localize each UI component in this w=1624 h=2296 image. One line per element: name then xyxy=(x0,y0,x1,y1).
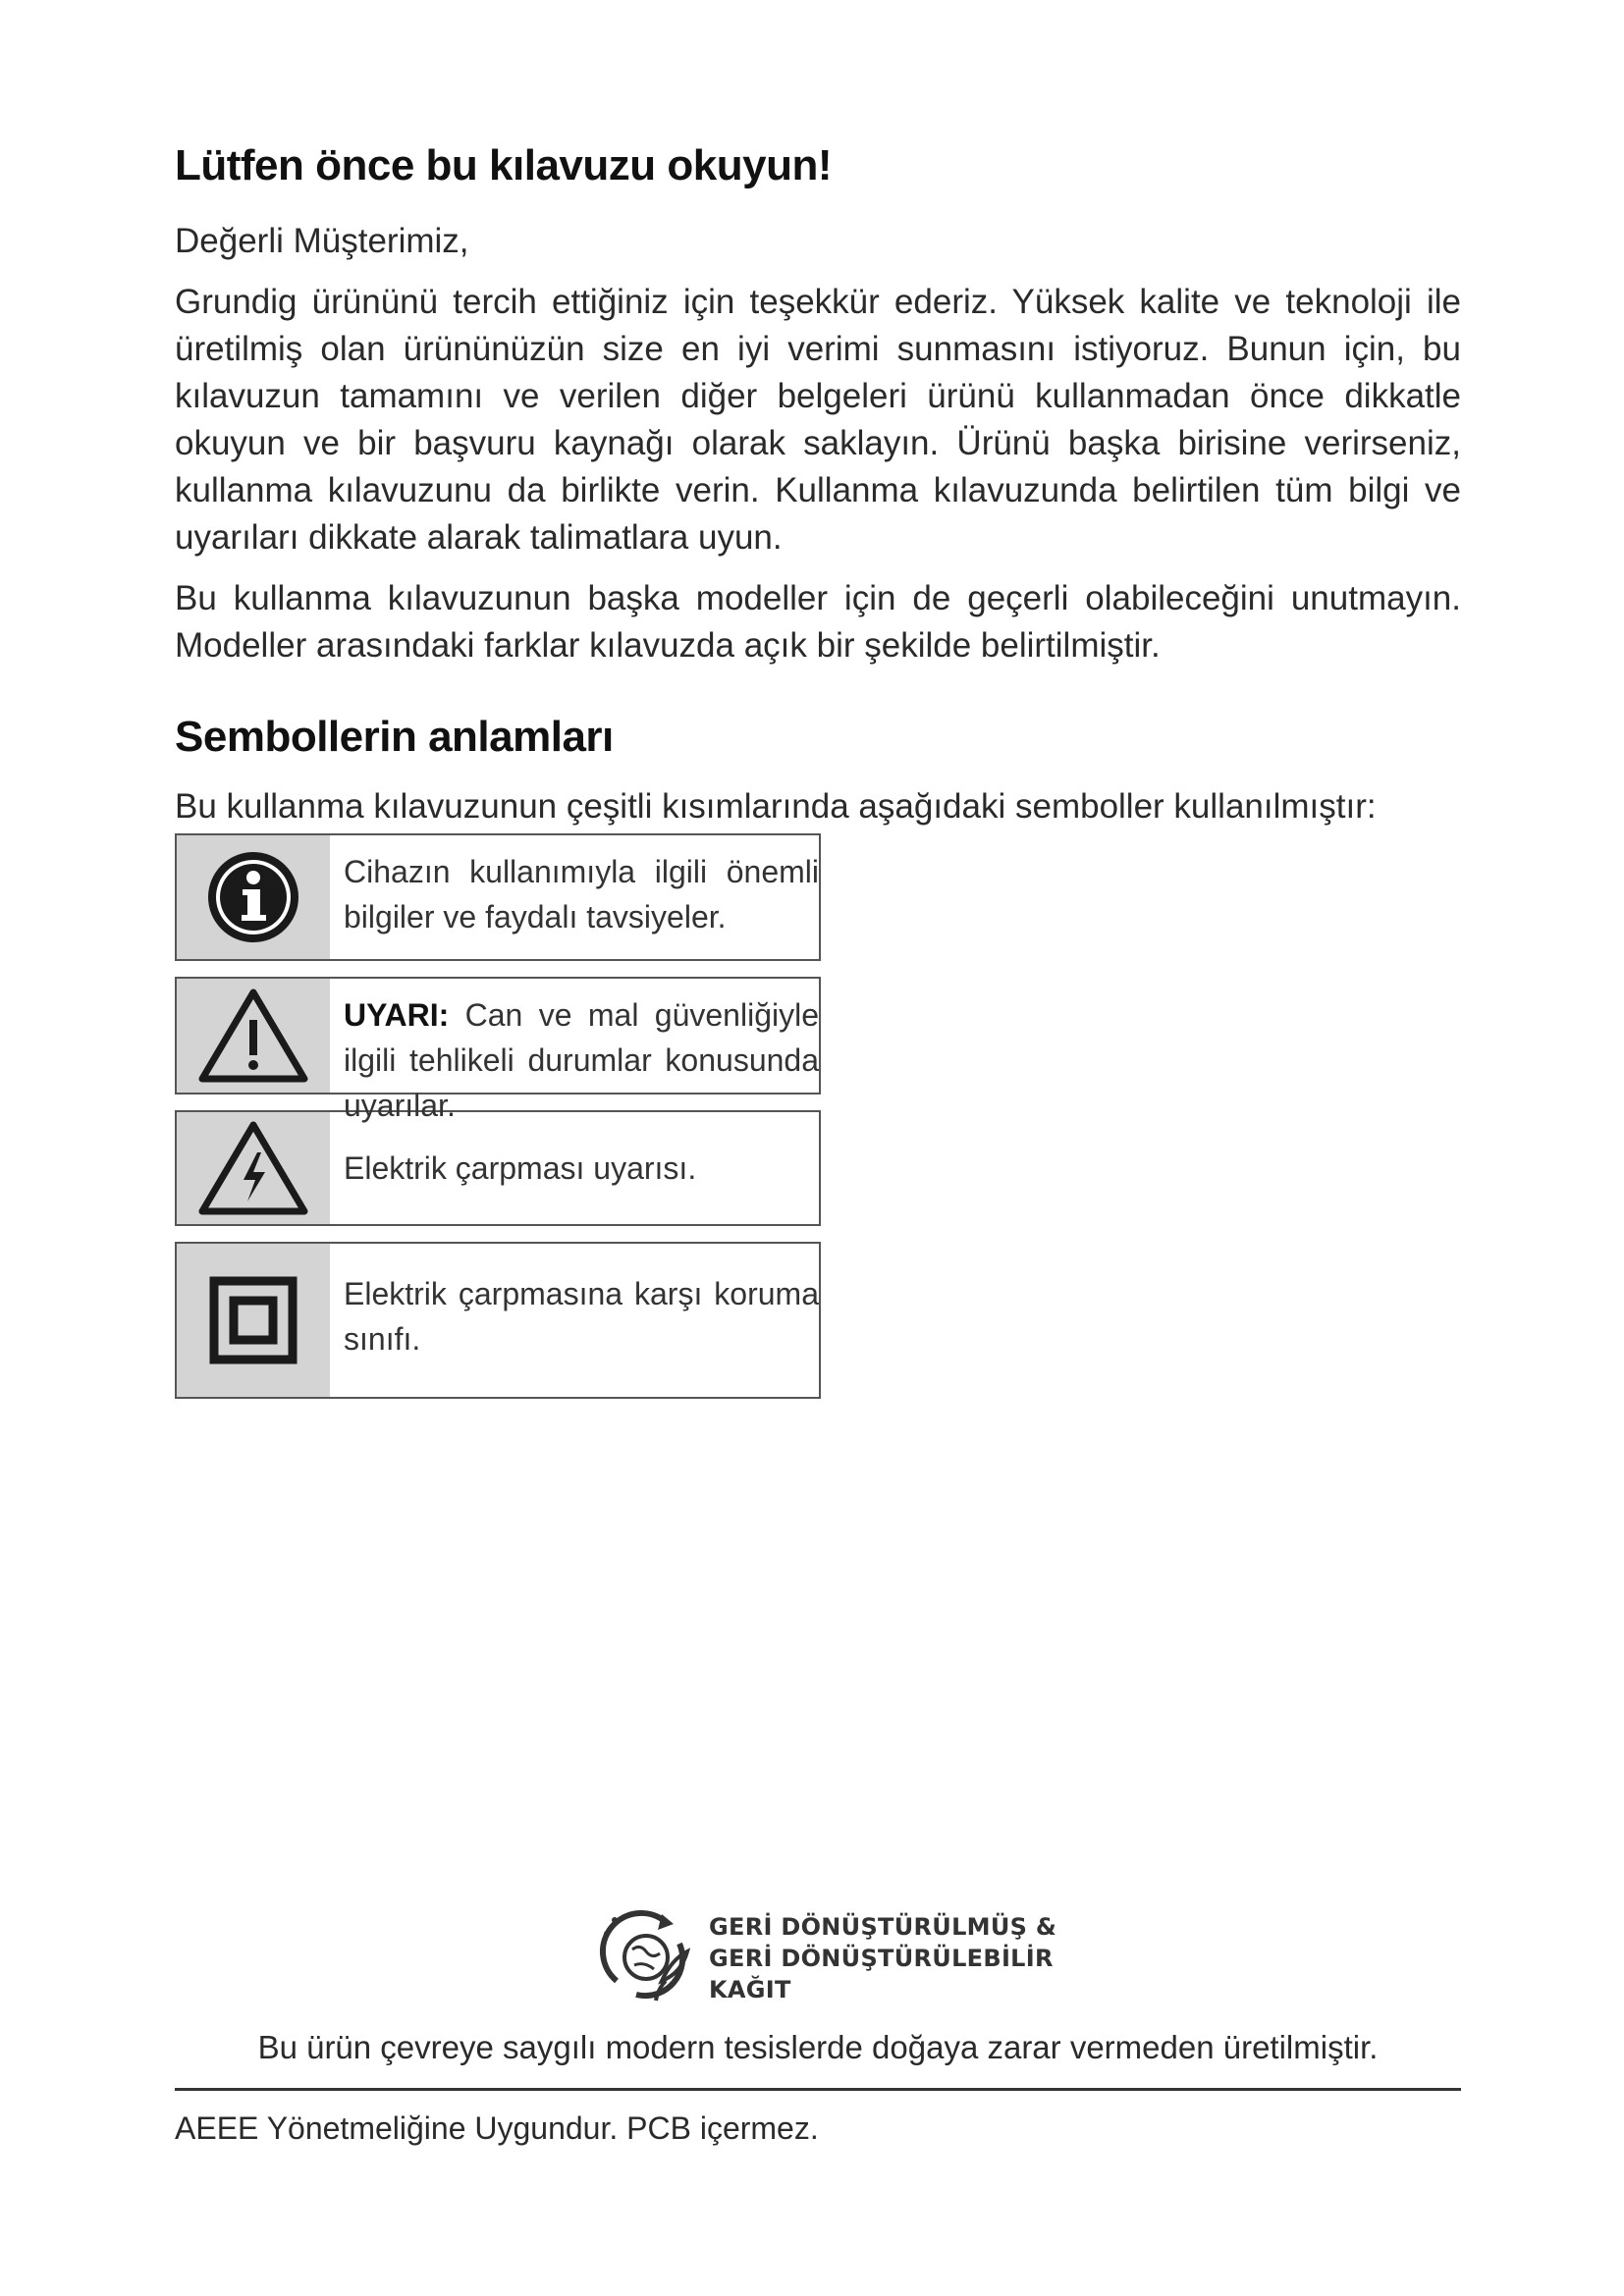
greeting: Değerli Müşterimiz, xyxy=(175,222,469,260)
symbol-row-info xyxy=(175,833,821,961)
info-icon xyxy=(204,848,302,946)
models-paragraph: Bu kullanma kılavuzunun başka modeller için de geçerli olabileceğini unutmayın. Modeller arasındaki farklar kılavuzda açık bir şekilde belirtilmiştir. xyxy=(175,579,1461,665)
main-content xyxy=(175,137,1461,830)
symbols-heading: Sembollerin anlamları xyxy=(175,713,614,761)
electric-shock-icon xyxy=(196,1119,310,1217)
divider xyxy=(175,2088,1461,2091)
warning-text: Can ve mal güvenliğiyle ilgili tehlikeli durumlar konusunda uyarılar. xyxy=(344,997,819,1123)
symbols-intro: Bu kullanma kılavuzunun çeşitli kısımlarında aşağıdaki semboller kullanılmıştır: xyxy=(175,787,1377,826)
warning-label: UYARI: xyxy=(344,997,450,1033)
eco-note: Bu ürün çevreye saygılı modern tesislerde doğaya zarar vermeden üretilmiştir. xyxy=(257,2029,1379,2065)
symbols-table xyxy=(175,833,821,1415)
main-heading: Lütfen önce bu kılavuzu okuyun! xyxy=(175,141,832,189)
symbol-text xyxy=(330,979,819,1123)
compliance-footer: AEEE Yönetmeliğine Uygundur. PCB içermez. xyxy=(175,2110,819,2146)
symbol-row-electric xyxy=(175,1110,821,1226)
recycled-paper-badge xyxy=(597,1904,1058,2012)
recycle-line-1: GERİ DÖNÜŞTÜRÜLMÜŞ & xyxy=(709,1913,1057,1941)
symbol-row-protection xyxy=(175,1242,821,1399)
symbol-text: Cihazın kullanımıyla ilgili önemli bilgiler ve faydalı tavsiyeler. xyxy=(344,854,819,934)
intro-paragraph: Grundig ürününü tercih ettiğiniz için teşekkür ederiz. Yüksek kalite ve teknoloji ile üretilmiş olan ürününüzün size en iyi verimi sunmasını istiyoruz. Bunun için, bu kılavuzun tamamını ve verilen diğer belgeleri ürünü kullanmadan önce dikkatle okuyun ve bir başvuru kaynağı olarak saklayın. Ürünü başka birisine verirseniz, kullanma kılavuzunu da birlikte verin. Kullanma kılavuzunda belirtilen tüm bilgi ve uyarıları dikkate alarak talimatlara uyun. xyxy=(175,283,1461,557)
recycle-line-2: GERİ DÖNÜŞTÜRÜLEBİLİR xyxy=(709,1945,1054,1972)
symbol-text: Elektrik çarpması uyarısı. xyxy=(344,1150,697,1186)
protection-class-icon xyxy=(209,1276,298,1364)
recycle-globe-icon xyxy=(597,1904,695,2012)
symbol-text: Elektrik çarpmasına karşı koruma sınıfı. xyxy=(344,1276,819,1357)
symbol-row-warning xyxy=(175,977,821,1123)
warning-icon xyxy=(196,987,310,1085)
recycle-line-3: KAĞIT xyxy=(709,1976,791,2003)
